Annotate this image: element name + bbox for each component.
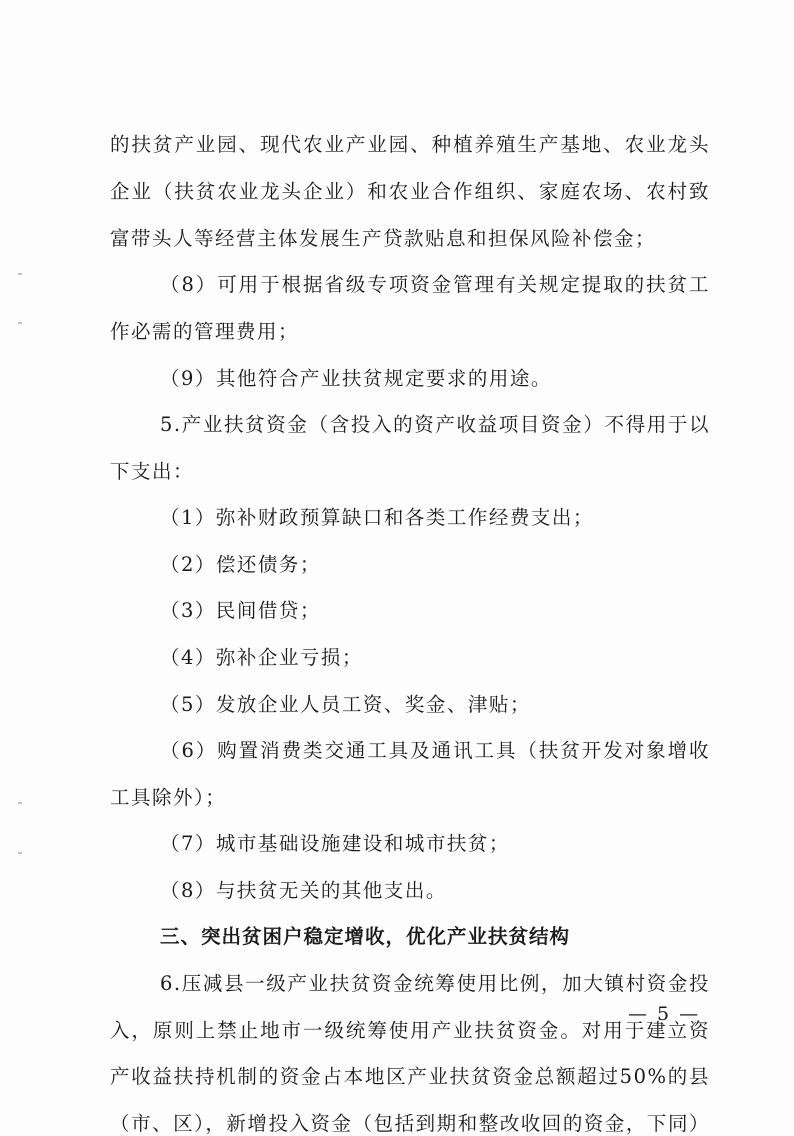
scan-mark — [18, 852, 22, 854]
paragraph-line: 入，原则上禁止地市一级统筹使用产业扶贫资金。对用于建立资 — [110, 1019, 710, 1042]
paragraph-line: 产收益扶持机制的资金占本地区产业扶贫资金总额超过50%的县 — [110, 1065, 710, 1088]
list-item-prohibited-2: （2）偿还债务； — [160, 553, 321, 576]
scan-mark — [18, 273, 22, 275]
clause-5: 5.产业扶贫资金（含投入的资产收益项目资金）不得用于以 — [160, 413, 710, 436]
scan-mark — [18, 802, 22, 804]
scan-mark — [18, 322, 22, 324]
paragraph-line: 作必需的管理费用； — [110, 320, 300, 343]
paragraph-line: 富带头人等经营主体发展生产贷款贴息和担保风险补偿金； — [110, 227, 657, 250]
clause-6: 6.压减县一级产业扶贫资金统筹使用比例，加大镇村资金投 — [160, 972, 710, 995]
list-item-prohibited-8: （8）与扶贫无关的其他支出。 — [160, 879, 447, 902]
paragraph-line: 工具除外）； — [110, 786, 227, 809]
paragraph-line: 下支出： — [110, 460, 195, 483]
list-item-funds-8: （8）可用于根据省级专项资金管理有关规定提取的扶贫工 — [160, 273, 710, 296]
list-item-prohibited-6: （6）购置消费类交通工具及通讯工具（扶贫开发对象增收 — [160, 739, 710, 762]
list-item-prohibited-4: （4）弥补企业亏损； — [160, 646, 363, 669]
section-heading: 三、突出贫困户稳定增收，优化产业扶贫结构 — [160, 925, 571, 948]
list-item-funds-9: （9）其他符合产业扶贫规定要求的用途。 — [160, 367, 552, 390]
list-item-prohibited-3: （3）民间借贷； — [160, 599, 321, 622]
list-item-prohibited-7: （7）城市基础设施建设和城市扶贫； — [160, 832, 510, 855]
paragraph-line: 企业（扶贫农业龙头企业）和农业合作组织、家庭农场、农村致 — [110, 180, 710, 203]
list-item-prohibited-1: （1）弥补财政预算缺口和各类工作经费支出； — [160, 506, 594, 529]
paragraph-line: 的扶贫产业园、现代农业产业园、种植养殖生产基地、农业龙头 — [110, 133, 710, 156]
page-number: — 5 — — [628, 1003, 701, 1025]
list-item-prohibited-5: （5）发放企业人员工资、奖金、津贴； — [160, 693, 531, 716]
paragraph-line: （市、区），新增投入资金（包括到期和整改收回的资金，下同） — [110, 1112, 710, 1135]
